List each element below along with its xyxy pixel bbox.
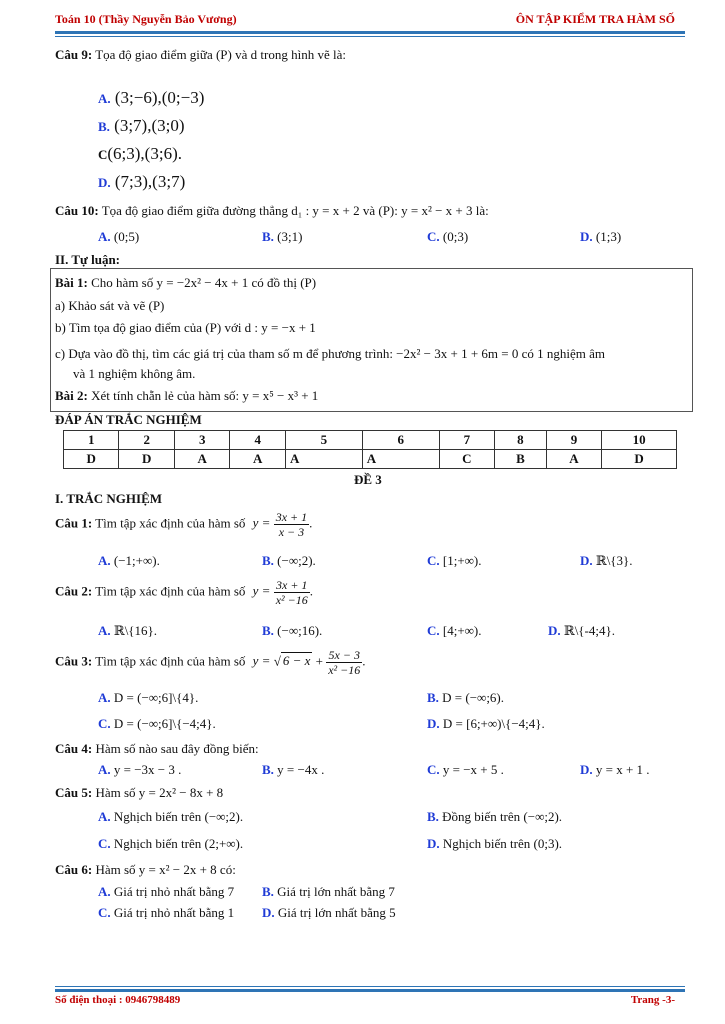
page-footer [55, 994, 685, 1012]
answer-num-1: 1 [64, 431, 119, 450]
page-header [55, 8, 685, 30]
q10-option-b: B. (3;1) [262, 229, 303, 244]
c2-option-c: C. [4;+∞). [427, 623, 482, 638]
c3-fraction: $\frac{5x - 3}{\text{x² −16}}$ [328, 648, 361, 677]
answer-title: ĐÁP ÁN TRẮC NGHIỆM [55, 412, 202, 427]
footer-rule-thin [55, 986, 685, 987]
c3-option-c: C. D = (−∞;6]\{−4;4}. [98, 716, 216, 731]
c4-option-c: C. y = −x + 5 . [427, 762, 504, 777]
q9-option-a: A. (3;−6),(0;−3) [98, 88, 205, 107]
answer-num-3: 3 [174, 431, 229, 450]
essay-bai2: Bài 2: Xét tính chẵn lẻ của hàm số: y = x⁵ − x³ + 1 [55, 388, 319, 403]
answer-val-4: A [230, 450, 285, 469]
answer-val-9: A [546, 450, 601, 469]
essay-part-c-line2: và 1 nghiệm không âm. [73, 366, 196, 381]
c5-option-c: C. Nghịch biến trên (2;+∞). [98, 836, 244, 851]
header-rule [55, 31, 685, 34]
c2-fraction: $\frac{3x + 1}{\text{x² −16}}$ [275, 578, 308, 607]
answer-table-value-row [64, 450, 677, 469]
essay-bai1: Bài 1: Cho hàm số y = −2x² − 4x + 1 có đồ thị (P) [55, 275, 317, 290]
q10-option-c: C. (0;3) [427, 229, 469, 244]
c4-option-b: B. y = −4x . [262, 762, 325, 777]
footer-phone: Số điện thoại : 0946798489 [55, 994, 181, 1006]
c4-option-d: D. y = x + 1 . [580, 762, 650, 777]
essay-part-a: a) Khảo sát và vẽ (P) [55, 298, 165, 313]
c5-stem: Câu 5: Hàm số y = 2x² − 8x + 8 [55, 785, 224, 800]
c3-stem: Câu 3: Tìm tập xác định của hàm số y = √ 6 − x + $\frac{5x - 3}{\text{x² −16}}$ . [55, 648, 366, 677]
answer-val-8: B [495, 450, 547, 469]
c1-option-a: A. (−1;+∞). [98, 553, 160, 568]
answer-val-5: A [285, 450, 362, 469]
essay-part-c-line1: c) Dựa vào đồ thị, tìm các giá trị của tham số m để phương trình: −2x² − 3x + 1 + 6m = 0 có 1 nghiệm âm [55, 346, 605, 361]
answer-num-2: 2 [119, 431, 174, 450]
q10-option-a: A. (0;5) [98, 229, 140, 244]
answer-val-2: D [119, 450, 174, 469]
essay-part-b: b) Tìm tọa độ giao điểm của (P) với d : y = −x + 1 [55, 320, 316, 335]
answer-val-10: D [602, 450, 677, 469]
c6-option-b: B. Giá trị lớn nhất bằng 7 [262, 884, 395, 899]
c6-option-d: D. Giá trị lớn nhất bằng 5 [262, 905, 396, 920]
c5-option-d: D. Nghịch biến trên (0;3). [427, 836, 563, 851]
c2-option-b: B. (−∞;16). [262, 623, 323, 638]
c5-option-a: A. Nghịch biến trên (−∞;2). [98, 809, 244, 824]
header-left: Toán 10 (Thầy Nguyễn Bảo Vương) [55, 12, 237, 26]
c4-stem: Câu 4: Hàm số nào sau đây đồng biến: [55, 741, 259, 756]
answer-table-header-row [64, 431, 677, 450]
c1-option-d: D. ℝ\{3}. [580, 553, 633, 568]
c2-option-a: A. ℝ\{16}. [98, 623, 158, 638]
answer-val-3: A [174, 450, 229, 469]
q10-stem: Câu 10: Tọa độ giao điểm giữa đường thẳng d₁ : y = x + 2 và (P): y = x² − x + 3 là: [55, 203, 489, 218]
c1-option-b: B. (−∞;2). [262, 553, 316, 568]
c3-option-a: A. D = (−∞;6]\{4}. [98, 690, 199, 705]
c1-option-c: C. [1;+∞). [427, 553, 482, 568]
answer-num-8: 8 [495, 431, 547, 450]
answer-num-10: 10 [602, 431, 677, 450]
c6-option-a: A. Giá trị nhỏ nhất bằng 7 [98, 884, 235, 899]
answer-num-7: 7 [439, 431, 494, 450]
footer-rule [55, 989, 685, 992]
q9-stem: Câu 9: Tọa độ giao điểm giữa (P) và d trong hình vẽ là: [55, 47, 346, 62]
c3-option-b: B. D = (−∞;6). [427, 690, 505, 705]
q9-option-b: B. (3;7),(3;0) [98, 116, 185, 135]
c2-option-d: D. ℝ\{-4;4}. [548, 623, 615, 638]
footer-page-number: Trang -3- [630, 994, 675, 1006]
header-rule-thin [55, 36, 685, 37]
answer-num-9: 9 [546, 431, 601, 450]
c2-stem: Câu 2: Tìm tập xác định của hàm số y = $\frac{3x + 1}{\text{x² −16}}$ . [55, 578, 313, 607]
answer-table [63, 430, 677, 469]
section-essay-title: II. Tự luận: [55, 252, 121, 267]
sqrt-symbol: √ [273, 653, 281, 669]
answer-num-6: 6 [362, 431, 439, 450]
answer-num-4: 4 [230, 431, 285, 450]
answer-num-5: 5 [285, 431, 362, 450]
c3-option-d: D. D = [6;+∞)\{−4;4}. [427, 716, 545, 731]
de-title: ĐỀ 3 [354, 472, 382, 487]
answer-val-7: C [439, 450, 494, 469]
c1-fraction: $\frac{3x + 1}{x - 3}$ [275, 510, 308, 539]
c4-option-a: A. y = −3x − 3 . [98, 762, 182, 777]
header-right: ÔN TẬP KIỂM TRA HÀM SỐ [515, 12, 675, 26]
c1-stem: Câu 1: Tìm tập xác định của hàm số y = $\frac{3x + 1}{x - 3}$ . [55, 510, 313, 539]
q9-option-c: C(6;3),(3;6). [98, 144, 182, 163]
q9-option-d: D. (7;3),(3;7) [98, 172, 186, 191]
answer-val-6: A [362, 450, 439, 469]
c5-option-b: B. Đồng biến trên (−∞;2). [427, 809, 563, 824]
q10-option-d: D. (1;3) [580, 229, 622, 244]
section-mc-title: I. TRẮC NGHIỆM [55, 491, 163, 506]
c6-stem: Câu 6: Hàm số y = x² − 2x + 8 có: [55, 862, 236, 877]
c6-option-c: C. Giá trị nhỏ nhất bằng 1 [98, 905, 235, 920]
answer-val-1: D [64, 450, 119, 469]
